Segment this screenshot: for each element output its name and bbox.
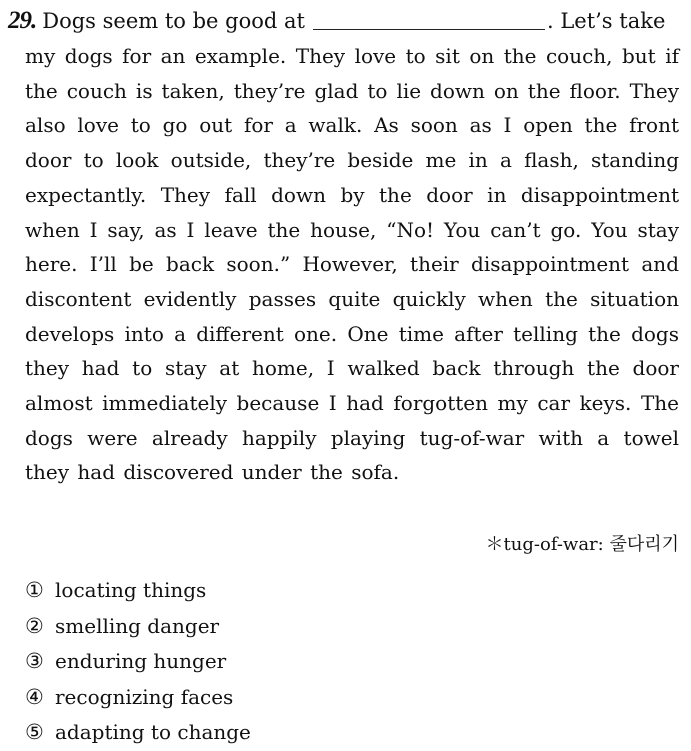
choice-marker: ① bbox=[25, 578, 44, 602]
choice-marker: ④ bbox=[25, 684, 44, 709]
answer-blank bbox=[313, 7, 545, 30]
choice-text: smelling danger bbox=[55, 613, 220, 638]
answer-choices bbox=[25, 573, 665, 751]
answer-choice-1[interactable] bbox=[25, 573, 665, 609]
choice-marker: ⑤ bbox=[25, 720, 44, 745]
answer-choice-4[interactable] bbox=[25, 680, 665, 716]
choice-text: adapting to change bbox=[55, 720, 251, 745]
question-after-blank-text: . Let’s take bbox=[546, 9, 666, 33]
answer-choice-5[interactable] bbox=[25, 715, 665, 751]
answer-choice-3[interactable] bbox=[25, 644, 665, 680]
choice-marker: ③ bbox=[25, 649, 44, 674]
question-lead-text: Dogs seem to be good at bbox=[42, 9, 305, 33]
choice-text: recognizing faces bbox=[55, 684, 234, 709]
question-passage: my dogs for an example. They love to sit on the couch, but if the couch is taken, they’re glad to lie down on the floor. They also love to go out for a walk. As soon as I open the front door to look outside, they’re beside me in a flash, standing expectantly. They fall down by the door in disappointment when I say, as I leave the house, “No! You can’t go. You stay here. I’ll be back soon.” However, their disappointment and discontent evidently passes quite quickly when the situation develops into a different one. One time after telling the dogs they had to stay at home, I walked back through the door almost immediately because I had forgotten my car keys. The dogs were already happily playing tug-of-war with a towel they had discovered under the sofa. bbox=[25, 44, 679, 485]
choice-text: enduring hunger bbox=[55, 649, 227, 674]
choice-marker: ② bbox=[25, 613, 44, 638]
question-first-line bbox=[8, 4, 680, 38]
choice-text: locating things bbox=[55, 578, 207, 602]
footnote: ＊tug-of-war: 줄다리기 bbox=[485, 534, 679, 555]
answer-choice-2[interactable] bbox=[25, 609, 665, 645]
question-number: 29. bbox=[8, 7, 37, 34]
